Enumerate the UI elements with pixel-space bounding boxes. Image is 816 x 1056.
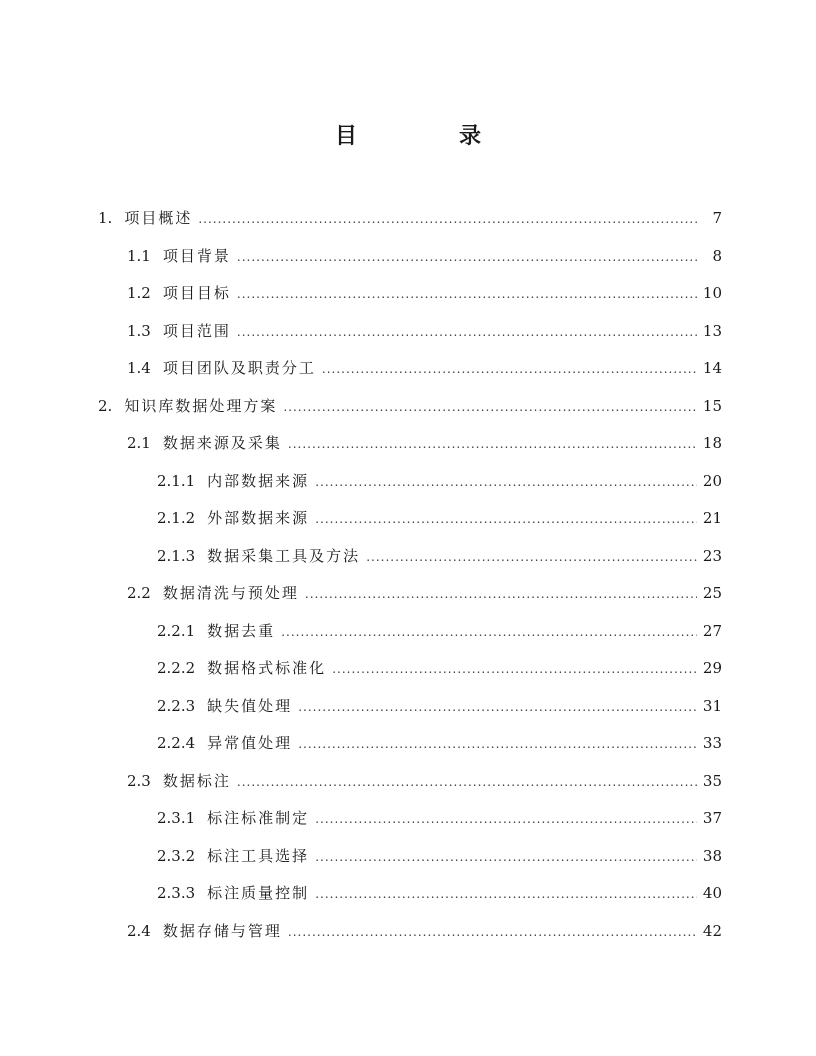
toc-entry-label: 标注质量控制 <box>207 884 310 902</box>
toc-entry-label: 项目目标 <box>162 284 231 302</box>
toc-entry-page: 31 <box>702 696 722 715</box>
toc-leader-dots <box>237 769 697 795</box>
toc-entry-label: 外部数据来源 <box>207 509 310 527</box>
toc-entry[interactable] <box>127 918 722 944</box>
toc-leader-dots <box>283 394 697 420</box>
toc-entry-page: 40 <box>702 884 722 902</box>
toc-entry[interactable] <box>157 843 722 869</box>
toc-entry[interactable] <box>157 468 722 494</box>
toc-leader-dots <box>237 244 698 270</box>
toc-leader-dots <box>237 281 697 307</box>
toc-entry-label: 知识库数据处理方案 <box>124 396 278 415</box>
toc-leader-dots <box>298 694 697 720</box>
toc-entry-label: 数据清洗与预处理 <box>162 584 299 602</box>
toc-entry-label: 数据来源及采集 <box>162 434 282 452</box>
toc-entry-number: 2.3.3 <box>157 884 196 902</box>
toc-entry-number: 2.1 <box>127 434 151 452</box>
toc-entry-label: 标注工具选择 <box>207 846 310 865</box>
toc-entry-label: 标注标准制定 <box>207 809 310 827</box>
toc-entry[interactable] <box>157 693 722 719</box>
toc-leader-dots <box>281 619 697 645</box>
toc-entry-number: 2.2.2 <box>157 659 196 677</box>
toc-entry-number: 1.2 <box>127 284 151 302</box>
toc-entry[interactable] <box>157 505 722 531</box>
toc-entry-label: 项目团队及职责分工 <box>162 359 316 377</box>
toc-entry[interactable] <box>127 580 722 606</box>
toc-entry-number: 2.1.1 <box>157 471 196 490</box>
toc-entry-number: 2. <box>98 396 113 415</box>
toc-entry-page: 37 <box>702 809 722 827</box>
toc-entry-label: 项目背景 <box>162 246 231 265</box>
toc-entry-page: 10 <box>702 284 722 302</box>
toc-entry-page: 25 <box>702 584 722 602</box>
toc-entry-number: 2.4 <box>127 921 151 940</box>
toc-entry[interactable] <box>157 880 722 906</box>
toc-entry-page: 15 <box>702 396 722 415</box>
toc-entry-label: 项目范围 <box>162 321 231 340</box>
toc-entry-label: 异常值处理 <box>207 734 293 752</box>
toc-leader-dots <box>305 581 697 607</box>
toc-leader-dots <box>237 319 697 345</box>
toc-entry-label: 数据标注 <box>162 771 231 790</box>
toc-leader-dots <box>198 206 698 232</box>
toc-entry-page: 18 <box>702 434 722 452</box>
toc-leader-dots <box>315 881 697 907</box>
toc-leader-dots <box>298 731 697 757</box>
toc-leader-dots <box>332 656 697 682</box>
toc-entry-label: 数据采集工具及方法 <box>207 546 361 565</box>
toc-entry-label: 缺失值处理 <box>207 696 293 715</box>
toc-entry-number: 2.2.4 <box>157 734 196 752</box>
toc-entry-page: 23 <box>702 546 722 565</box>
toc-entry[interactable] <box>98 393 722 419</box>
toc-entry-number: 1.1 <box>127 246 151 265</box>
toc-entry[interactable] <box>127 318 722 344</box>
toc-leader-dots <box>288 431 697 457</box>
toc-entry-label: 项目概述 <box>124 209 193 227</box>
toc-entry-number: 2.2.1 <box>157 621 196 640</box>
toc-entry-page: 8 <box>712 246 722 265</box>
toc-entry-number: 1.3 <box>127 321 151 340</box>
toc-entry[interactable] <box>127 768 722 794</box>
toc-entry-label: 数据格式标准化 <box>207 659 327 677</box>
page-title: 目 录 <box>334 124 521 149</box>
toc-leader-dots <box>366 544 697 570</box>
toc-leader-dots <box>315 469 697 495</box>
toc-entry-number: 2.3 <box>127 771 151 790</box>
toc-leader-dots <box>288 919 697 945</box>
toc-entry-number: 1.4 <box>127 359 151 377</box>
toc-entry[interactable] <box>157 805 722 831</box>
toc-entry-page: 21 <box>702 509 722 527</box>
toc-entry[interactable] <box>157 730 722 756</box>
toc-entry-label: 数据存储与管理 <box>162 921 282 940</box>
toc-leader-dots <box>315 806 697 832</box>
toc-entry-number: 2.2.3 <box>157 696 196 715</box>
toc-entry-page: 42 <box>702 921 722 940</box>
toc-entry-page: 13 <box>702 321 722 340</box>
toc-entry-number: 2.1.2 <box>157 509 196 527</box>
toc-entry[interactable] <box>157 543 722 569</box>
toc-entry-page: 35 <box>702 771 722 790</box>
toc-entry-number: 1. <box>98 209 113 227</box>
toc-entry-label: 内部数据来源 <box>207 471 310 490</box>
toc-entry-page: 27 <box>702 621 722 640</box>
toc-entry-page: 14 <box>702 359 722 377</box>
toc-entry[interactable] <box>157 655 722 681</box>
toc-entry[interactable] <box>127 243 722 269</box>
toc-entry-page: 29 <box>702 659 722 677</box>
toc-entry-label: 数据去重 <box>207 621 276 640</box>
toc-entry[interactable] <box>127 430 722 456</box>
toc-entry[interactable] <box>127 280 722 306</box>
toc-entry-page: 33 <box>702 734 722 752</box>
toc-entry-page: 38 <box>702 846 722 865</box>
toc-entry-page: 7 <box>712 209 722 227</box>
toc-leader-dots <box>322 356 697 382</box>
toc-entry-page: 20 <box>702 471 722 490</box>
toc-entry[interactable] <box>157 618 722 644</box>
toc-entry-number: 2.3.1 <box>157 809 196 827</box>
toc-entry-number: 2.2 <box>127 584 151 602</box>
toc-entry-number: 2.3.2 <box>157 846 196 865</box>
toc-leader-dots <box>315 844 697 870</box>
toc-entry[interactable] <box>98 205 722 231</box>
toc-entry-number: 2.1.3 <box>157 546 196 565</box>
toc-entry[interactable] <box>127 355 722 381</box>
toc-leader-dots <box>315 506 697 532</box>
